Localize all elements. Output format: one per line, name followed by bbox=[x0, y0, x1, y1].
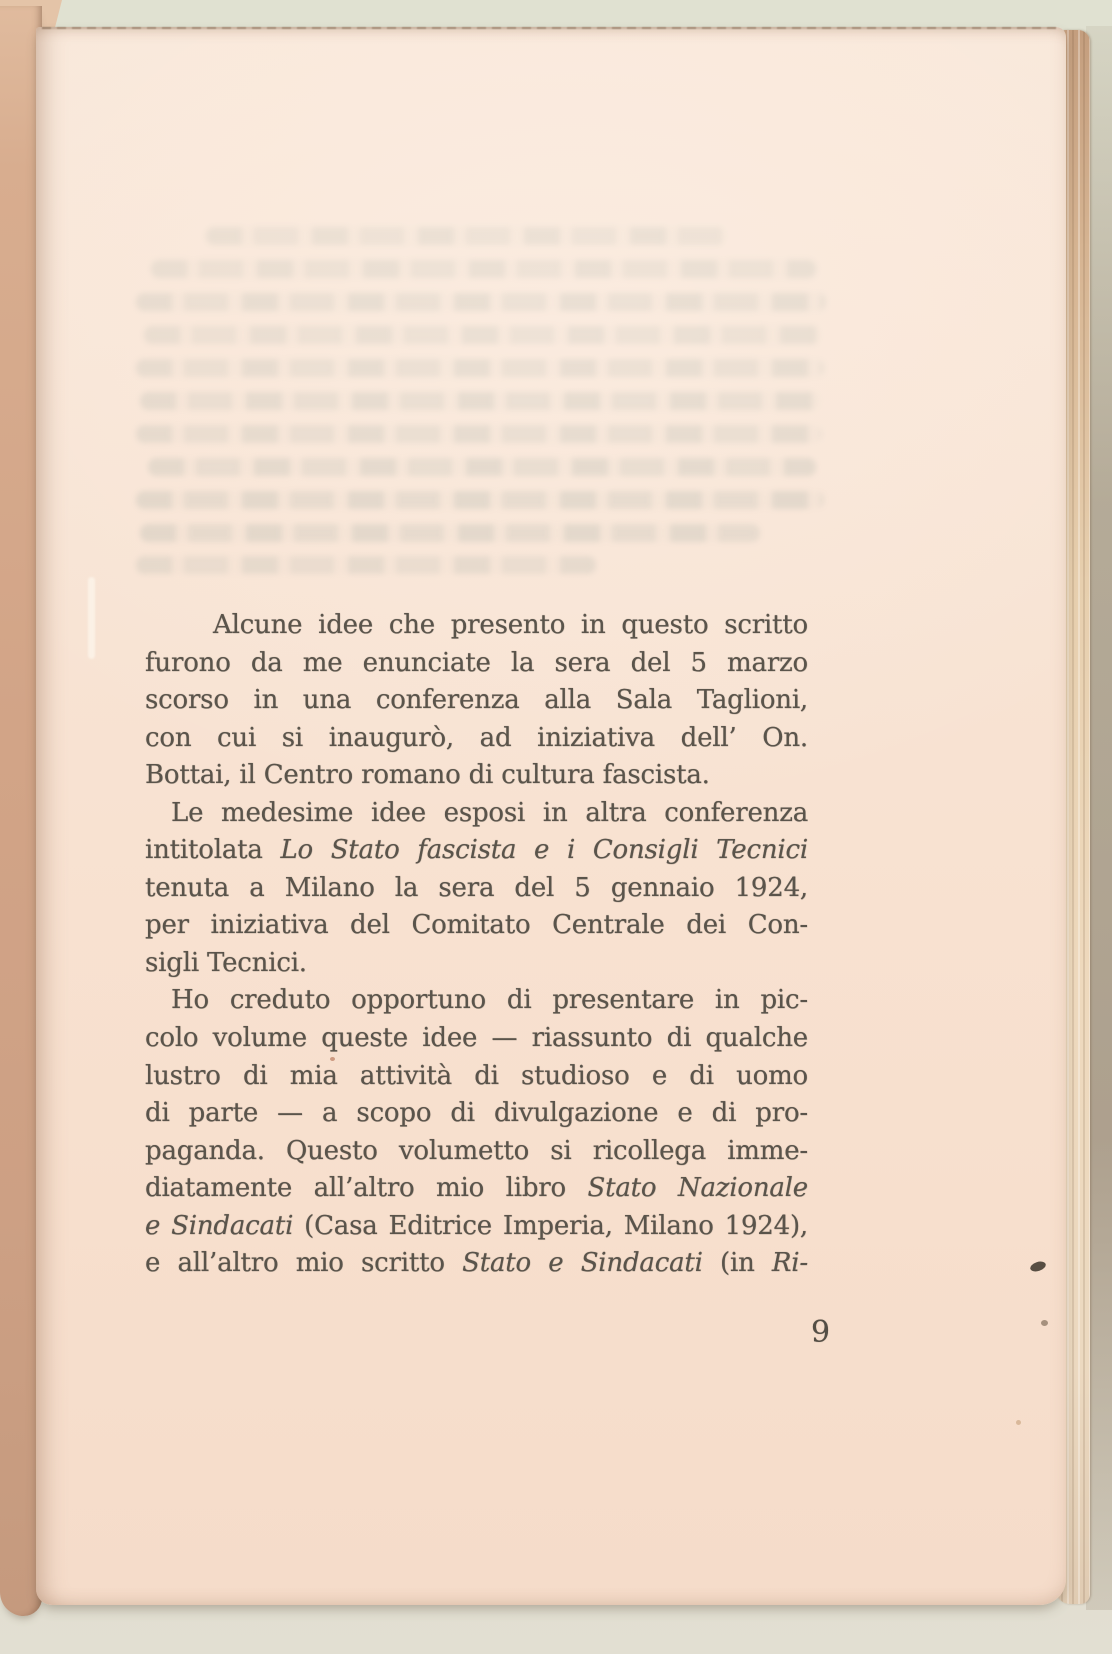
ghost-text-line bbox=[140, 524, 760, 542]
ghost-text-line bbox=[136, 556, 596, 574]
ink-speck bbox=[1029, 1260, 1047, 1274]
text-line: scorso in una conferenza alla Sala Taglioni, bbox=[145, 685, 808, 716]
book-page bbox=[36, 27, 1066, 1605]
text-line: Alcune idee che presento in questo scritto bbox=[213, 610, 808, 640]
ghost-text-line bbox=[136, 359, 824, 377]
text-line: per iniziativa del Comitato Centrale dei Con- bbox=[145, 910, 808, 941]
text-line: lustro di mia attività di studioso e di uomo bbox=[145, 1060, 808, 1091]
ghost-text-line bbox=[206, 227, 726, 245]
text-line: sigli Tecnici. bbox=[145, 947, 307, 978]
body-text bbox=[145, 607, 808, 1283]
text-line: intitolata Lo Stato fascista e i Consigli Tecnici bbox=[145, 835, 808, 866]
ghost-text-line bbox=[136, 293, 826, 311]
text-line: colo volume queste idee — riassunto di qualche bbox=[145, 1023, 808, 1054]
text-line: diatamente all’altro mio libro Stato Nazionale bbox=[145, 1173, 808, 1204]
text-line: tenuta a Milano la sera del 5 gennaio 1924, bbox=[145, 872, 808, 903]
ghost-text-line bbox=[144, 326, 820, 344]
ghost-text-line bbox=[151, 260, 816, 278]
page-number: 9 bbox=[811, 1315, 831, 1350]
text-line: e all’altro mio scritto Stato e Sindacati (in Ri- bbox=[145, 1248, 808, 1279]
text-line: con cui si inaugurò, ad iniziativa dell’ On. bbox=[145, 722, 808, 753]
text-line: Ho creduto opportuno di presentare in pic- bbox=[171, 985, 808, 1016]
ghost-text-line bbox=[136, 425, 822, 443]
text-line: e Sindacati (Casa Editrice Imperia, Milano 1924), bbox=[145, 1210, 808, 1241]
text-line: di parte — a scopo di divulgazione e di pro- bbox=[145, 1098, 808, 1129]
ink-speck bbox=[1041, 1320, 1048, 1326]
text-line: furono da me enunciate la sera del 5 marzo bbox=[145, 647, 808, 678]
ghost-text-line bbox=[148, 458, 816, 476]
paper-fiber bbox=[88, 577, 95, 659]
text-line: Bottai, il Centro romano di cultura fascista. bbox=[145, 760, 710, 791]
ink-speck bbox=[1016, 1420, 1021, 1425]
text-line: paganda. Questo volumetto si ricollega imme- bbox=[145, 1135, 808, 1166]
ghost-text-line bbox=[140, 392, 820, 410]
ink-speck bbox=[330, 1057, 335, 1061]
ghost-text-line bbox=[136, 491, 824, 509]
text-line: Le medesime idee esposi in altra conferenza bbox=[171, 797, 808, 828]
